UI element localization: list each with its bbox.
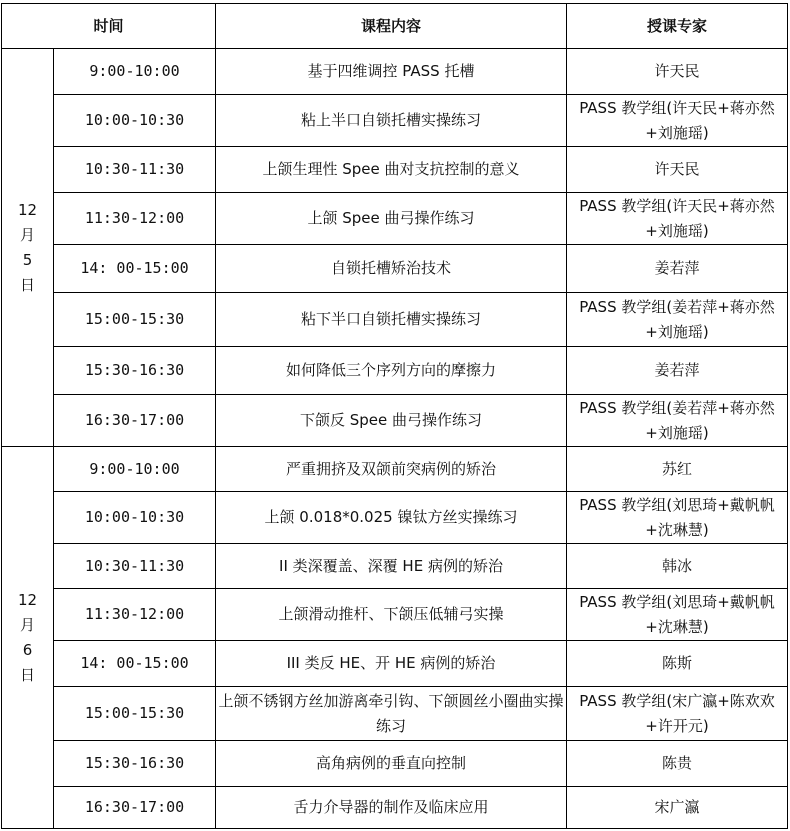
expert-cell: 陈斯 <box>567 641 788 687</box>
content-cell: 舌力介导器的制作及临床应用 <box>216 787 567 829</box>
expert-cell: 许天民 <box>567 49 788 95</box>
table-row <box>2 193 788 245</box>
header-content: 课程内容 <box>216 4 567 49</box>
content-cell: II 类深覆盖、深覆 HE 病例的矫治 <box>216 544 567 589</box>
table-row <box>2 245 788 293</box>
expert-cell: 韩冰 <box>567 544 788 589</box>
content-cell: 严重拥挤及双颌前突病例的矫治 <box>216 447 567 492</box>
expert-cell: PASS 教学组(刘思琦+戴帆帆+沈琳慧) <box>567 492 788 544</box>
content-cell: 下颌反 Spee 曲弓操作练习 <box>216 395 567 447</box>
header-row <box>2 4 788 49</box>
content-cell: 粘上半口自锁托槽实操练习 <box>216 95 567 147</box>
time-cell: 15:00-15:30 <box>54 687 216 741</box>
content-cell: 高角病例的垂直向控制 <box>216 741 567 787</box>
expert-cell: PASS 教学组(许天民+蒋亦然+刘施瑶) <box>567 95 788 147</box>
table-row <box>2 147 788 193</box>
time-cell: 14: 00-15:00 <box>54 641 216 687</box>
content-cell: 自锁托槽矫治技术 <box>216 245 567 293</box>
table-row <box>2 49 788 95</box>
expert-cell: 陈贵 <box>567 741 788 787</box>
table-row <box>2 293 788 347</box>
table-row <box>2 687 788 741</box>
table-row <box>2 492 788 544</box>
content-cell: 上颌生理性 Spee 曲对支抗控制的意义 <box>216 147 567 193</box>
expert-cell: PASS 教学组(刘思琦+戴帆帆+沈琳慧) <box>567 589 788 641</box>
content-cell: 粘下半口自锁托槽实操练习 <box>216 293 567 347</box>
expert-cell: PASS 教学组(姜若萍+蒋亦然+刘施瑶) <box>567 293 788 347</box>
content-cell: 上颌 0.018*0.025 镍钛方丝实操练习 <box>216 492 567 544</box>
table-row <box>2 95 788 147</box>
content-cell: 上颌不锈钢方丝加游离牵引钩、下颌圆丝小圈曲实操练习 <box>216 687 567 741</box>
time-cell: 9:00-10:00 <box>54 447 216 492</box>
table-row <box>2 395 788 447</box>
time-cell: 15:30-16:30 <box>54 741 216 787</box>
time-cell: 10:00-10:30 <box>54 492 216 544</box>
expert-cell: 许天民 <box>567 147 788 193</box>
header-time: 时间 <box>2 4 216 49</box>
expert-cell: PASS 教学组(许天民+蒋亦然+刘施瑶) <box>567 193 788 245</box>
time-cell: 10:30-11:30 <box>54 147 216 193</box>
time-cell: 11:30-12:00 <box>54 193 216 245</box>
expert-cell: PASS 教学组(宋广瀛+陈欢欢+许开元) <box>567 687 788 741</box>
time-cell: 15:00-15:30 <box>54 293 216 347</box>
expert-cell: 宋广瀛 <box>567 787 788 829</box>
expert-cell: 姜若萍 <box>567 245 788 293</box>
time-cell: 9:00-10:00 <box>54 49 216 95</box>
time-cell: 14: 00-15:00 <box>54 245 216 293</box>
content-cell: 上颌 Spee 曲弓操作练习 <box>216 193 567 245</box>
expert-cell: 姜若萍 <box>567 347 788 395</box>
time-cell: 15:30-16:30 <box>54 347 216 395</box>
time-cell: 11:30-12:00 <box>54 589 216 641</box>
table-row <box>2 544 788 589</box>
table-row <box>2 741 788 787</box>
table-row <box>2 347 788 395</box>
content-cell: 基于四维调控 PASS 托槽 <box>216 49 567 95</box>
time-cell: 16:30-17:00 <box>54 787 216 829</box>
table-row <box>2 589 788 641</box>
expert-cell: PASS 教学组(姜若萍+蒋亦然+刘施瑶) <box>567 395 788 447</box>
content-cell: 如何降低三个序列方向的摩擦力 <box>216 347 567 395</box>
date-cell-day1: 12 月 5 日 <box>2 49 54 447</box>
table-row <box>2 641 788 687</box>
time-cell: 16:30-17:00 <box>54 395 216 447</box>
expert-cell: 苏红 <box>567 447 788 492</box>
content-cell: III 类反 HE、开 HE 病例的矫治 <box>216 641 567 687</box>
time-cell: 10:00-10:30 <box>54 95 216 147</box>
content-cell: 上颌滑动推杆、下颌压低辅弓实操 <box>216 589 567 641</box>
header-expert: 授课专家 <box>567 4 788 49</box>
table-row <box>2 447 788 492</box>
table-row <box>2 787 788 829</box>
course-schedule-table <box>1 3 788 829</box>
time-cell: 10:30-11:30 <box>54 544 216 589</box>
date-cell-day2: 12 月 6 日 <box>2 447 54 829</box>
